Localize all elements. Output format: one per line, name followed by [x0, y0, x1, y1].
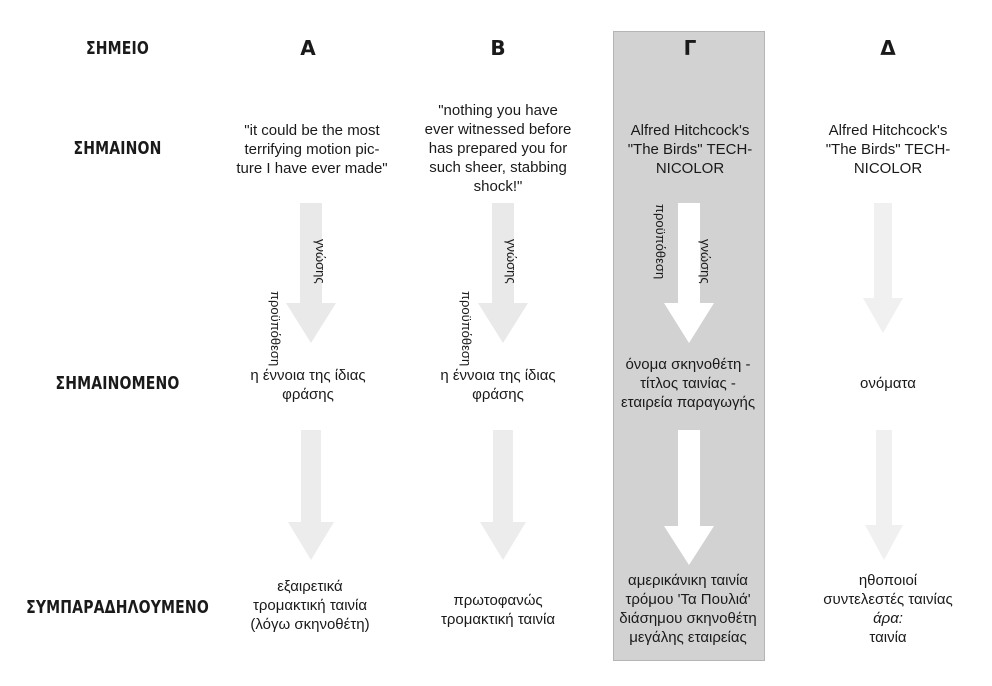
- column-d-simainon: [798, 121, 978, 178]
- arrow-label-gnosis: γνώσης: [698, 239, 713, 284]
- text-line: η έννοια της ίδιας: [440, 367, 556, 384]
- arrow-label-gnosis: γνώσης: [504, 239, 519, 284]
- column-g-simainon: [600, 121, 780, 178]
- text-line: ever witnessed before: [424, 121, 572, 138]
- row-label-symparadilomeno: ΣΥΜΠΑΡΑΔΗΛΟΥΜΕΝΟ: [26, 597, 209, 618]
- column-header-g: Γ: [683, 36, 697, 60]
- arrow-label-gnosis: γνώσης: [313, 239, 328, 284]
- text-line: μεγάλης εταιρείας: [629, 629, 747, 646]
- text-line: η έννοια της ίδιας: [250, 367, 366, 384]
- arrow-label-proypothesi: προϋπόθεση: [459, 291, 474, 367]
- text-line: όνομα σκηνοθέτη -: [625, 356, 751, 373]
- text-line: "The Birds" TECH-: [825, 141, 951, 158]
- text-line: "nothing you have: [438, 102, 558, 119]
- arrow-label-proypothesi: προϋπόθεση: [653, 204, 668, 280]
- column-b-simainomeno: [408, 366, 588, 404]
- down-arrow-icon: [478, 203, 528, 343]
- column-a-simainon: [222, 121, 402, 178]
- down-arrow-icon: [865, 430, 903, 560]
- text-line: Alfred Hitchcock's: [630, 122, 750, 139]
- column-g-symparadilomeno: [598, 571, 778, 647]
- text-line: συντελεστές ταινίας: [823, 591, 953, 608]
- text-line: εταιρεία παραγωγής: [620, 394, 756, 411]
- column-header-b: Β: [490, 36, 506, 60]
- down-arrow-icon: [480, 430, 526, 560]
- text-line: αμερικάνικη ταινία: [628, 572, 748, 589]
- column-header-d: Δ: [880, 36, 896, 60]
- row-label-simainomeno: ΣΗΜΑΙΝΟΜΕΝΟ: [55, 373, 180, 394]
- text-line: has prepared you for: [428, 140, 568, 157]
- column-d-symparadilomeno: [798, 571, 978, 647]
- text-line: ηθοποιοί: [858, 572, 918, 589]
- text-line: ture I have ever made": [236, 160, 388, 177]
- column-b-simainon: [408, 101, 588, 196]
- text-line: φράσης: [472, 386, 524, 403]
- column-a-symparadilomeno: [220, 577, 400, 634]
- text-line: NICOLOR: [853, 160, 923, 177]
- column-a-simainomeno: [218, 366, 398, 404]
- text-line: terrifying motion pic-: [244, 141, 380, 158]
- text-line: Alfred Hitchcock's: [828, 122, 948, 139]
- text-line: (λόγω σκηνοθέτη): [250, 616, 370, 633]
- down-arrow-icon: [664, 430, 714, 565]
- text-line: "it could be the most: [244, 122, 380, 139]
- down-arrow-icon: [863, 203, 903, 333]
- column-header-a: Α: [300, 36, 316, 60]
- text-line: ταινία: [869, 629, 907, 646]
- text-line: τίτλος ταινίας -: [640, 375, 736, 392]
- text-line: NICOLOR: [655, 160, 725, 177]
- text-line: πρωτοφανώς: [453, 592, 543, 609]
- column-g-simainomeno: [598, 355, 778, 412]
- text-line: τρομακτική ταινία: [252, 597, 368, 614]
- arrow-label-proypothesi: προϋπόθεση: [268, 291, 283, 367]
- text-line: ονόματα: [860, 375, 916, 392]
- column-d-simainomeno: [798, 374, 978, 393]
- row-label-simeio: ΣΗΜΕΙΟ: [85, 38, 150, 59]
- text-line: διάσημου σκηνοθέτη: [619, 610, 757, 627]
- down-arrow-icon: [286, 203, 336, 343]
- text-line: "The Birds" TECH-: [627, 141, 753, 158]
- text-line: shock!": [473, 178, 523, 195]
- text-line: φράσης: [282, 386, 334, 403]
- text-line: εξαιρετικά: [277, 578, 343, 595]
- text-line: άρα:: [873, 610, 903, 627]
- text-line: such sheer, stabbing: [429, 159, 567, 176]
- down-arrow-icon: [288, 430, 334, 560]
- text-line: τρομακτική ταινία: [440, 611, 556, 628]
- row-label-simainon: ΣΗΜΑΙΝΟΝ: [73, 138, 162, 159]
- column-b-symparadilomeno: [408, 591, 588, 629]
- text-line: τρόμου 'Τα Πουλιά': [625, 591, 751, 608]
